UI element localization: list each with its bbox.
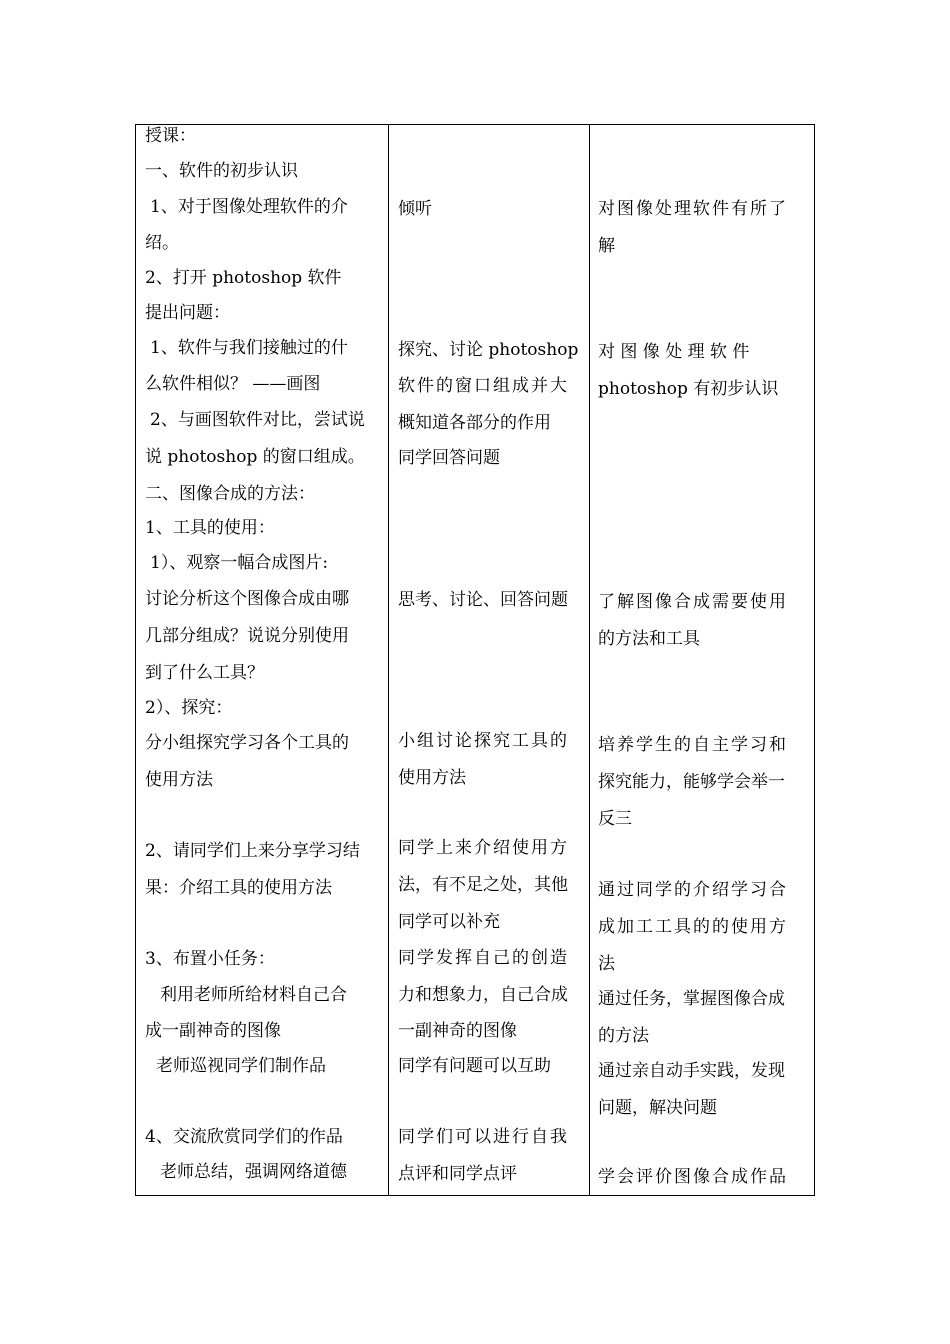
student-text-line: 力和想象力，自己合成 <box>398 985 568 1005</box>
student-text-line: 一副神奇的图像 <box>398 1021 517 1041</box>
teacher-text-line: 分小组探究学习各个工具的 <box>145 733 349 753</box>
student-text-line: 同学发挥自己的创造 <box>398 948 569 968</box>
student-text-line: 使用方法 <box>398 768 466 788</box>
student-text-line: 概知道各部分的作用 <box>398 413 551 433</box>
teacher-text-line: 讨论分析这个图像合成由哪 <box>145 589 349 609</box>
teacher-text-line: 提出问题： <box>145 303 230 323</box>
student-text-line: 同学回答问题 <box>398 448 500 468</box>
teacher-text-line: 成一副神奇的图像 <box>145 1021 281 1041</box>
teacher-text-line: 几部分组成？说说分别使用 <box>145 626 349 646</box>
student-text-line: 点评和同学点评 <box>398 1164 517 1184</box>
student-text-line: 同学上来介绍使用方 <box>398 838 569 858</box>
teacher-text-line: 一、软件的初步认识 <box>145 161 298 181</box>
teacher-text-line: 利用老师所给材料自己合 <box>160 985 347 1005</box>
student-text-line: 软件的窗口组成并大 <box>398 376 569 396</box>
teacher-text-line: 1、工具的使用： <box>145 518 275 538</box>
teacher-text-line: 使用方法 <box>145 770 213 790</box>
intent-text-line: 通过任务，掌握图像合成 <box>598 989 785 1009</box>
intent-text-line: 的方法 <box>598 1026 649 1046</box>
teacher-text-line: 老师巡视同学们制作品 <box>156 1056 326 1076</box>
intent-text-line: 培养学生的自主学习和 <box>598 735 788 755</box>
intent-text-line: 法 <box>598 954 615 974</box>
teacher-text-line: 4、交流欣赏同学们的作品 <box>145 1127 343 1147</box>
student-text-line: 同学可以补充 <box>398 912 500 932</box>
intent-text-line: 的方法和工具 <box>598 629 700 649</box>
intent-text-line: photoshop 有初步认识 <box>598 379 779 399</box>
intent-text-line: 解 <box>598 236 615 256</box>
teacher-text-line: 2、请同学们上来分享学习结 <box>145 841 360 861</box>
intent-text-line: 反三 <box>598 809 632 829</box>
column-divider-1 <box>388 125 389 1195</box>
teacher-text-line: 2）、探究： <box>145 698 233 718</box>
teacher-text-line: 3、布置小任务： <box>145 949 275 969</box>
intent-text-line: 问题，解决问题 <box>598 1098 717 1118</box>
student-text-line: 同学有问题可以互助 <box>398 1056 551 1076</box>
teacher-text-line: 么软件相似？ ——画图 <box>145 374 321 394</box>
intent-text-line: 成加工工具的的使用方 <box>598 917 788 937</box>
intent-text-line: 对 图 像 处 理 软 件 <box>598 342 750 362</box>
teacher-text-line: 1、软件与我们接触过的什 <box>150 338 348 358</box>
intent-text-line: 学会评价图像合成作品 <box>598 1167 788 1187</box>
intent-text-line: 了解图像合成需要使用 <box>598 592 788 612</box>
intent-text-line: 通过同学的介绍学习合 <box>598 880 788 900</box>
column-divider-2 <box>589 125 590 1195</box>
teacher-text-line: 授课： <box>145 126 196 146</box>
student-text-line: 思考、讨论、回答问题 <box>398 590 568 610</box>
teacher-text-line: 二、图像合成的方法： <box>145 484 315 504</box>
teacher-text-line: 到了什么工具？ <box>145 663 264 683</box>
teacher-text-line: 2、打开 photoshop 软件 <box>145 268 342 288</box>
student-text-line: 探究、讨论 photoshop <box>398 340 579 360</box>
student-text-line: 小组讨论探究工具的 <box>398 731 569 751</box>
teacher-text-line: 说 photoshop 的窗口组成。 <box>145 447 365 467</box>
teacher-text-line: 1）、观察一幅合成图片: <box>150 553 329 573</box>
teacher-text-line: 1、对于图像处理软件的介 <box>150 197 348 217</box>
student-text-line: 倾听 <box>398 199 432 219</box>
intent-text-line: 对图像处理软件有所了 <box>598 199 788 219</box>
student-text-line: 法，有不足之处，其他 <box>398 875 568 895</box>
intent-text-line: 探究能力，能够学会举一 <box>598 772 785 792</box>
intent-text-line: 通过亲自动手实践，发现 <box>598 1061 785 1081</box>
teacher-text-line: 2、与画图软件对比，尝试说 <box>150 410 365 430</box>
student-text-line: 同学们可以进行自我 <box>398 1127 569 1147</box>
teacher-text-line: 老师总结，强调网络道德 <box>160 1162 347 1182</box>
teacher-text-line: 绍。 <box>145 233 179 253</box>
teacher-text-line: 果：介绍工具的使用方法 <box>145 878 332 898</box>
